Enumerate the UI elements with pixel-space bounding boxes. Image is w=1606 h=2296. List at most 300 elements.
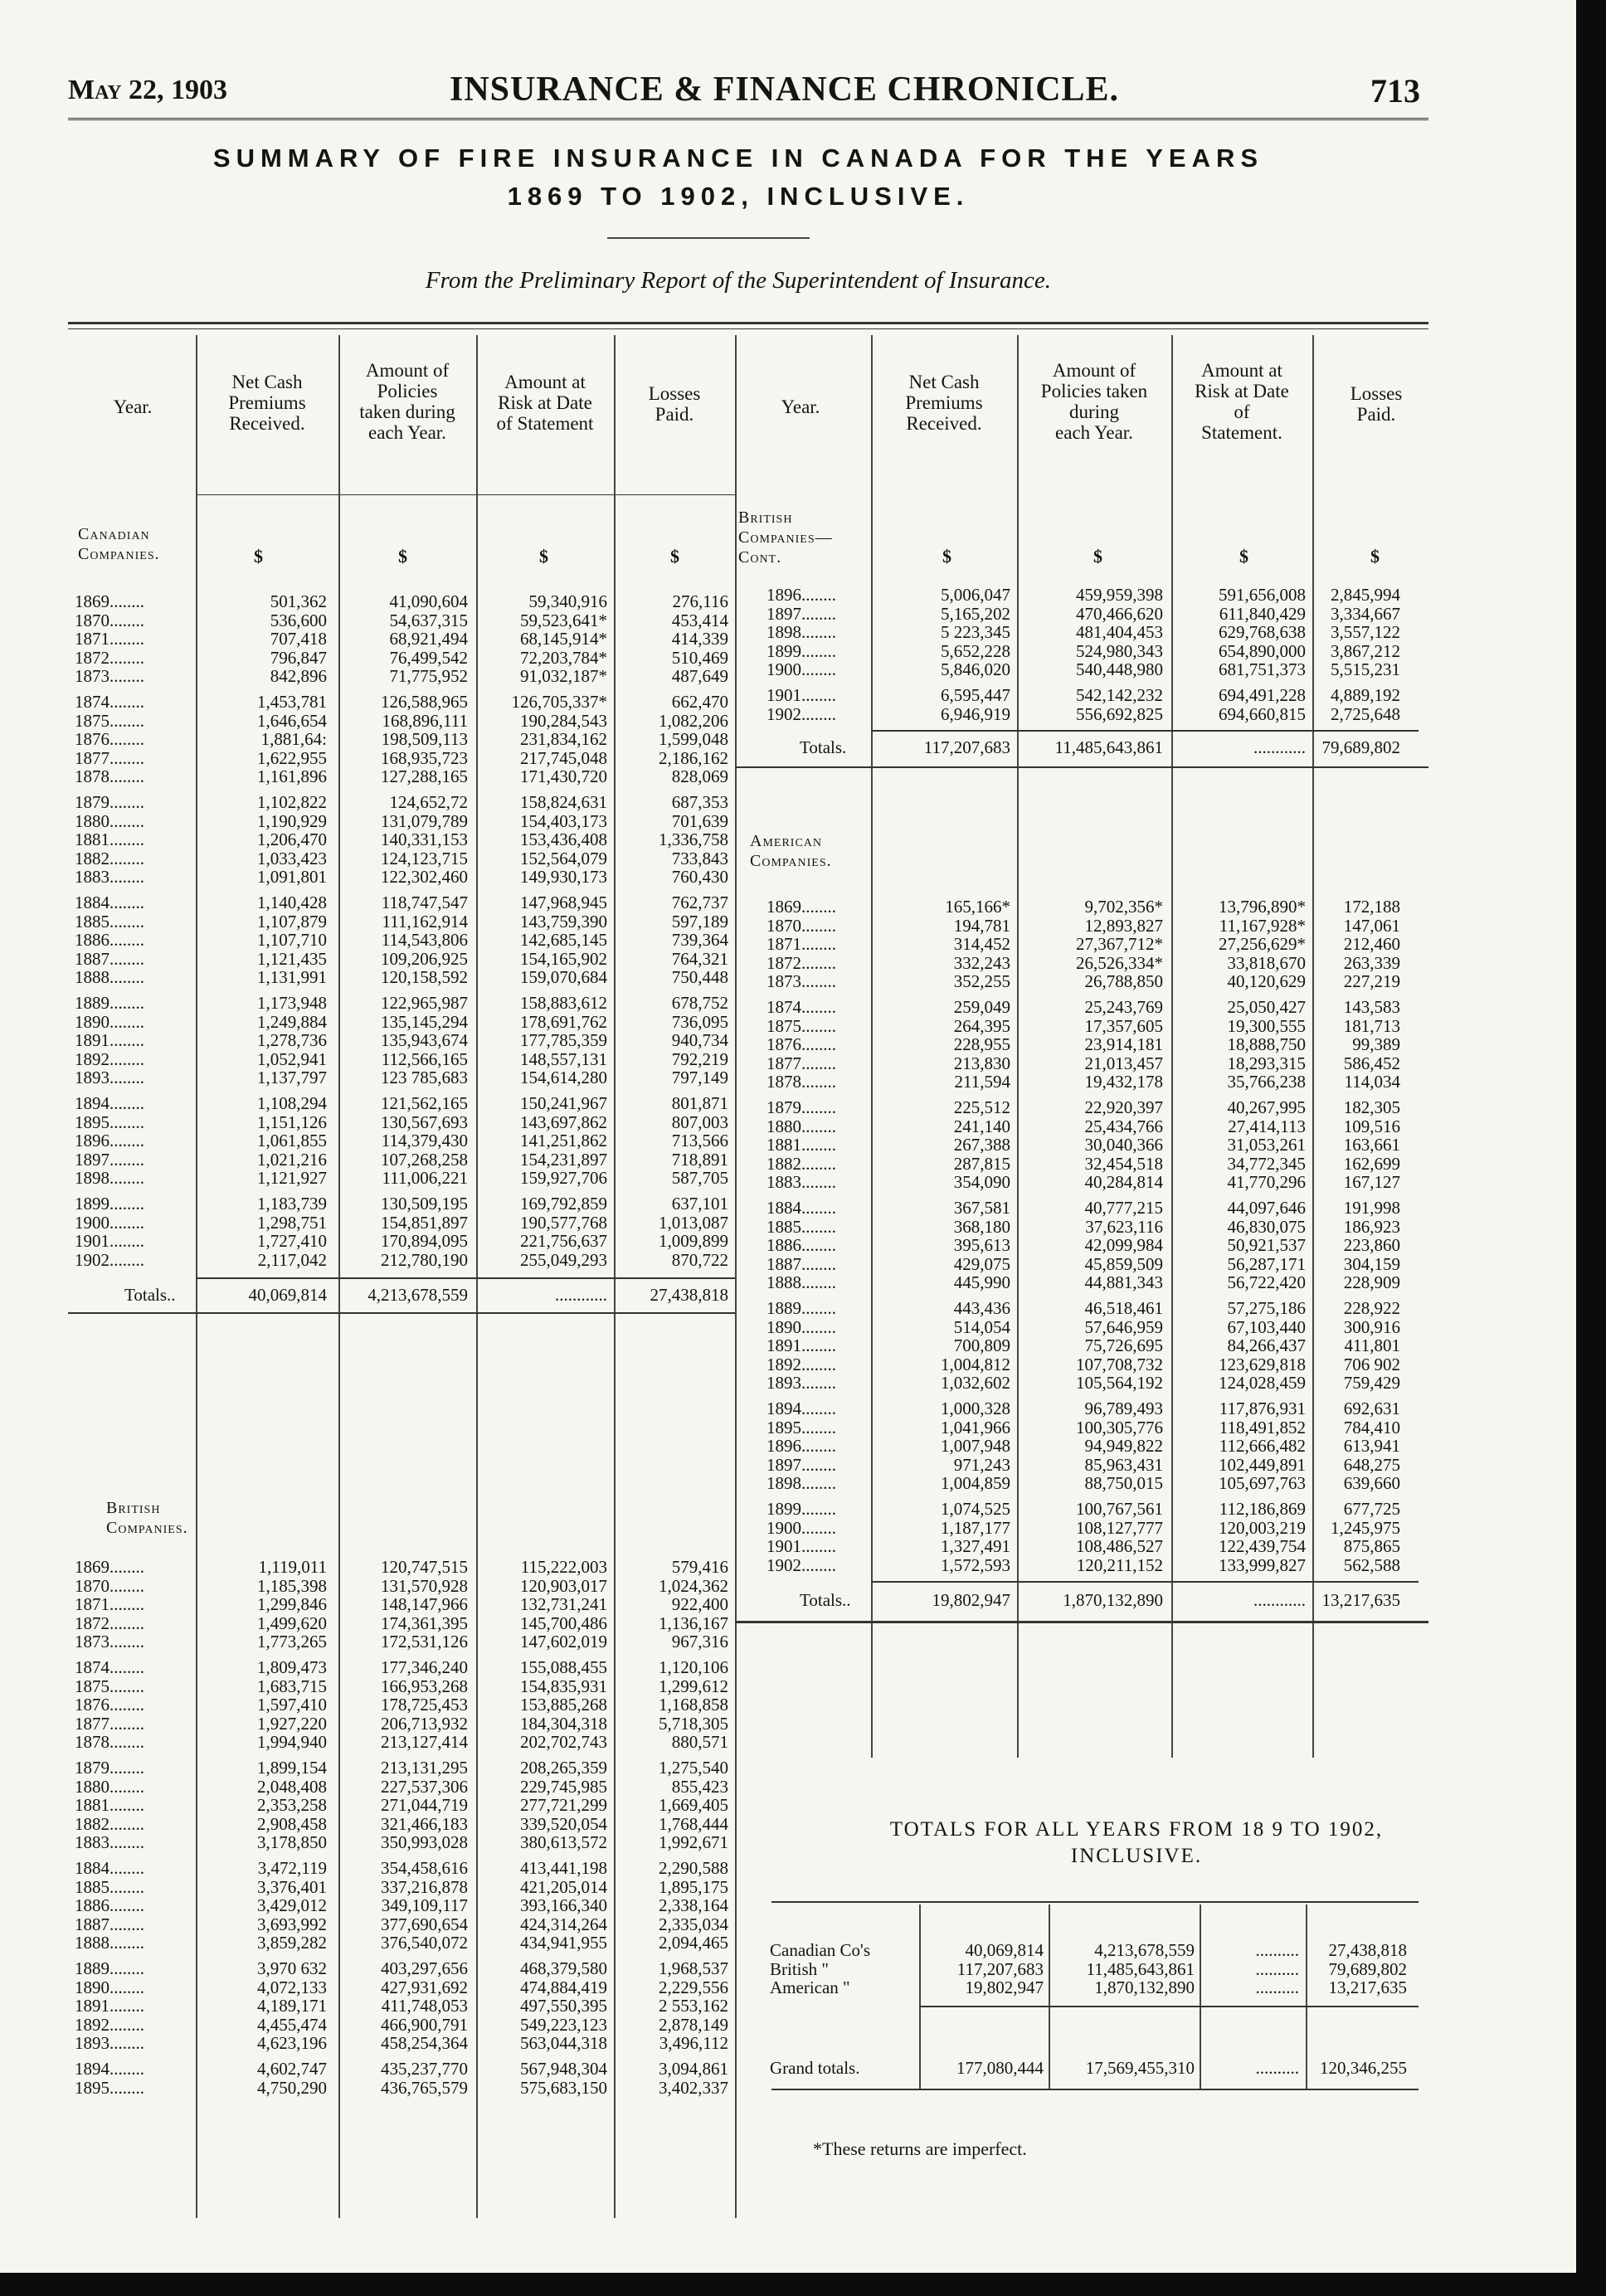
premiums-cell: 1,499,620 bbox=[257, 1613, 327, 1633]
risk-cell: 68,145,914* bbox=[520, 629, 607, 649]
losses-cell: 411,801 bbox=[1344, 1335, 1400, 1356]
premiums-cell: 1,187,177 bbox=[941, 1517, 1010, 1538]
header-year-right bbox=[738, 396, 863, 417]
section-british-cont-line: Companies— bbox=[738, 528, 833, 547]
risk-cell: 177,785,359 bbox=[520, 1030, 607, 1051]
risk-cell: 221,756,637 bbox=[520, 1231, 607, 1252]
grand-totals-title-line-2: INCLUSIVE. bbox=[1070, 1845, 1203, 1867]
losses-cell: 27,438,818 bbox=[1328, 1940, 1407, 1960]
losses-cell: 922,400 bbox=[671, 1594, 728, 1615]
policies-cell: 19,432,178 bbox=[1084, 1072, 1163, 1092]
premiums-cell: 1,131,991 bbox=[257, 967, 327, 988]
header-risk-left bbox=[478, 372, 612, 434]
losses-cell: 162,699 bbox=[1343, 1153, 1400, 1174]
section-american-line: American bbox=[750, 832, 823, 850]
british-row bbox=[0, 1632, 1606, 1651]
premiums-cell: 395,613 bbox=[953, 1235, 1010, 1256]
year-cell: 1895........ bbox=[75, 2077, 144, 2098]
american-row bbox=[0, 1318, 1606, 1336]
american-row bbox=[0, 1519, 1606, 1537]
policies-cell: 321,466,183 bbox=[381, 1813, 468, 1834]
section-american-line: Companies. bbox=[750, 852, 832, 870]
grand-row-label: American " bbox=[770, 1977, 850, 1998]
risk-cell: .......... bbox=[1255, 1940, 1299, 1960]
premiums-cell: 1,041,966 bbox=[941, 1417, 1010, 1437]
risk-cell: 118,491,852 bbox=[1219, 1417, 1306, 1437]
losses-cell: 713,566 bbox=[671, 1131, 728, 1151]
risk-cell: 115,222,003 bbox=[520, 1557, 607, 1577]
year-cell: 1876........ bbox=[766, 1034, 836, 1055]
premiums-cell: 3,429,012 bbox=[257, 1895, 327, 1916]
risk-cell: 153,436,408 bbox=[520, 829, 607, 850]
year-cell: 1880........ bbox=[75, 1776, 144, 1797]
policies-cell: 435,237,770 bbox=[381, 2059, 468, 2079]
premiums-cell: 536,600 bbox=[270, 610, 327, 630]
policies-cell: 154,851,897 bbox=[381, 1212, 468, 1233]
premiums-cell: 40,069,814 bbox=[965, 1940, 1044, 1960]
risk-cell: 105,697,763 bbox=[1219, 1473, 1306, 1494]
premiums-cell: 3,693,992 bbox=[257, 1914, 327, 1934]
premiums-cell: 445,990 bbox=[953, 1272, 1010, 1293]
year-cell: 1900........ bbox=[75, 1212, 144, 1233]
policies-cell: 350,993,028 bbox=[381, 1832, 468, 1853]
risk-cell: 190,577,768 bbox=[520, 1212, 607, 1233]
premiums-cell: 5 223,345 bbox=[941, 622, 1010, 643]
risk-cell: 27,256,629* bbox=[1219, 934, 1306, 955]
losses-cell: 1,599,048 bbox=[659, 729, 728, 750]
losses-cell: 1,336,758 bbox=[659, 829, 728, 850]
year-cell: 1891........ bbox=[75, 1996, 144, 2016]
losses-cell: 3,867,212 bbox=[1331, 640, 1400, 661]
losses-cell: 750,448 bbox=[671, 967, 728, 988]
losses-cell: 870,722 bbox=[671, 1249, 728, 1270]
risk-cell: 145,700,486 bbox=[520, 1613, 607, 1633]
losses-cell: 4,889,192 bbox=[1331, 685, 1400, 705]
policies-cell: 100,305,776 bbox=[1076, 1417, 1163, 1437]
risk-cell: 158,883,612 bbox=[520, 993, 607, 1013]
section-british-cont-line: Cont. bbox=[738, 548, 782, 567]
losses-cell: 762,737 bbox=[671, 893, 728, 912]
losses-cell: 639,660 bbox=[1343, 1473, 1400, 1494]
grand-rule-mid bbox=[919, 2006, 1419, 2007]
losses-cell: 1,009,899 bbox=[659, 1231, 728, 1252]
american-row bbox=[0, 954, 1606, 972]
header-year-left bbox=[75, 396, 191, 417]
policies-cell: 107,708,732 bbox=[1076, 1354, 1163, 1374]
policies-cell: 96,789,493 bbox=[1084, 1399, 1163, 1418]
losses-cell: 3,557,122 bbox=[1331, 622, 1400, 643]
american-row bbox=[0, 1456, 1606, 1474]
year-cell: 1902........ bbox=[75, 1249, 144, 1270]
year-cell: 1898........ bbox=[766, 622, 836, 643]
losses-cell: 5,515,231 bbox=[1331, 659, 1400, 680]
premiums-cell: 1,121,927 bbox=[257, 1168, 327, 1189]
year-cell: 1899........ bbox=[766, 1499, 836, 1519]
risk-cell: 72,203,784* bbox=[520, 647, 607, 668]
premiums-cell: 3,178,850 bbox=[257, 1832, 327, 1853]
premiums-cell: 1,107,879 bbox=[257, 911, 327, 932]
risk-cell: .......... bbox=[1255, 1977, 1299, 1998]
risk-cell: 56,287,171 bbox=[1227, 1253, 1306, 1274]
year-cell: 1885........ bbox=[75, 911, 144, 932]
policies-cell: 212,780,190 bbox=[381, 1249, 468, 1270]
british-cont-row bbox=[0, 686, 1606, 704]
issue-date: May 22, 1903 bbox=[68, 75, 228, 105]
losses-cell: 613,941 bbox=[1343, 1436, 1400, 1457]
publication-name: INSURANCE & FINANCE CHRONICLE. bbox=[450, 71, 1120, 109]
losses-cell: 276,116 bbox=[672, 591, 728, 611]
header-year-left-line: Year. bbox=[113, 396, 153, 417]
losses-cell: 648,275 bbox=[1343, 1454, 1400, 1475]
year-cell: 1888........ bbox=[75, 1933, 144, 1953]
policies-cell: 75,726,695 bbox=[1084, 1335, 1163, 1356]
premiums-cell: 259,049 bbox=[953, 997, 1010, 1017]
premiums-cell: 1,327,491 bbox=[941, 1536, 1010, 1557]
policies-cell: 9,702,356* bbox=[1084, 897, 1163, 917]
policies-cell: 46,518,461 bbox=[1084, 1298, 1163, 1318]
losses-cell: 687,353 bbox=[671, 792, 728, 812]
premiums-cell: 117,207,683 bbox=[956, 1958, 1044, 1979]
losses-cell: 792,219 bbox=[671, 1048, 728, 1069]
premiums-cell: 1,994,940 bbox=[257, 1732, 327, 1753]
losses-cell: 414,339 bbox=[671, 629, 728, 649]
losses-cell: 718,891 bbox=[671, 1149, 728, 1170]
losses-cell: 99,389 bbox=[1352, 1034, 1400, 1055]
year-cell: 1878........ bbox=[75, 766, 144, 787]
losses-cell: 300,916 bbox=[1343, 1316, 1400, 1337]
risk-cell: 468,379,580 bbox=[520, 1958, 607, 1978]
risk-cell: 339,520,054 bbox=[520, 1813, 607, 1834]
losses-cell: 940,734 bbox=[671, 1030, 728, 1051]
premiums-cell: 1,622,955 bbox=[257, 747, 327, 768]
totals-label: Totals.. bbox=[124, 1285, 176, 1306]
header-premiums-right bbox=[873, 372, 1015, 434]
policies-cell: 403,297,656 bbox=[381, 1958, 468, 1978]
year-cell: 1899........ bbox=[766, 640, 836, 661]
policies-cell: 377,690,654 bbox=[381, 1914, 468, 1934]
risk-cell: 11,167,928* bbox=[1219, 915, 1306, 936]
policies-cell: 107,268,258 bbox=[381, 1149, 468, 1170]
american-row bbox=[0, 1098, 1606, 1116]
year-cell: 1889........ bbox=[766, 1298, 836, 1318]
risk-cell: 208,265,359 bbox=[520, 1758, 607, 1778]
losses-cell: 1,275,540 bbox=[659, 1758, 728, 1778]
policies-cell: 109,206,925 bbox=[381, 948, 468, 969]
losses-cell: 562,588 bbox=[1343, 1554, 1400, 1575]
losses-cell: 2,186,162 bbox=[659, 747, 728, 768]
year-cell: 1878........ bbox=[75, 1732, 144, 1753]
losses-cell: 2,094,465 bbox=[659, 1933, 728, 1953]
section-british-cont bbox=[738, 508, 833, 567]
losses-cell: 2,338,164 bbox=[659, 1895, 728, 1916]
year-cell: 1902........ bbox=[766, 1554, 836, 1575]
american-totals-row bbox=[0, 1591, 1606, 1609]
premiums-cell: 3,472,119 bbox=[257, 1858, 327, 1878]
losses-cell: 597,189 bbox=[671, 911, 728, 932]
losses-cell: 487,649 bbox=[671, 666, 728, 687]
risk-cell: 152,564,079 bbox=[520, 848, 607, 868]
premiums-cell: 1,004,812 bbox=[941, 1354, 1010, 1374]
premiums-cell: 3,376,401 bbox=[257, 1876, 327, 1897]
policies-cell: 1,870,132,890 bbox=[1094, 1977, 1195, 1998]
header-premiums-left-line: Premiums bbox=[228, 392, 306, 413]
header-risk-right-line: Amount at bbox=[1201, 360, 1282, 381]
footnote: *These returns are imperfect. bbox=[813, 2138, 1027, 2159]
year-cell: 1889........ bbox=[75, 993, 144, 1013]
year-cell: 1884........ bbox=[75, 893, 144, 912]
losses-cell: 263,339 bbox=[1343, 952, 1400, 973]
american-row bbox=[0, 1218, 1606, 1236]
policies-cell: 470,466,620 bbox=[1076, 603, 1163, 624]
policies-cell: 168,935,723 bbox=[381, 747, 468, 768]
policies-cell: 4,213,678,559 bbox=[1094, 1940, 1195, 1960]
policies-cell: 41,090,604 bbox=[389, 591, 468, 611]
losses-cell: 143,583 bbox=[1343, 997, 1400, 1017]
premiums-cell: 1,007,948 bbox=[941, 1436, 1010, 1457]
risk-cell: 148,557,131 bbox=[520, 1048, 607, 1069]
dollar-sign-4: $ bbox=[942, 546, 951, 567]
header-premiums-left-line: Net Cash bbox=[231, 372, 303, 392]
year-cell: 1879........ bbox=[75, 1758, 144, 1778]
premiums-cell: 1,773,265 bbox=[257, 1632, 327, 1652]
risk-cell: 143,697,862 bbox=[520, 1112, 607, 1132]
losses-cell: 733,843 bbox=[671, 848, 728, 868]
losses-cell: 2,335,034 bbox=[659, 1914, 728, 1934]
policies-cell: 88,750,015 bbox=[1084, 1473, 1163, 1494]
header-policies-left-line: Amount of bbox=[365, 360, 450, 381]
header-year-right-line: Year. bbox=[781, 396, 820, 417]
year-cell: 1897........ bbox=[766, 603, 836, 624]
risk-cell: 31,053,261 bbox=[1227, 1135, 1306, 1155]
year-cell: 1896........ bbox=[766, 585, 836, 605]
year-cell: 1876........ bbox=[75, 729, 144, 750]
header-policies-left-line: taken during bbox=[359, 401, 455, 422]
american-row bbox=[0, 1299, 1606, 1317]
header-risk-right-line: Statement. bbox=[1201, 422, 1282, 443]
risk-cell: 147,602,019 bbox=[520, 1632, 607, 1652]
risk-cell: 184,304,318 bbox=[520, 1713, 607, 1734]
losses-cell: 167,127 bbox=[1343, 1172, 1400, 1193]
header-policies-right-line: Policies taken bbox=[1040, 381, 1148, 401]
header-risk-left-line: Risk at Date bbox=[498, 392, 592, 413]
losses-cell: 759,429 bbox=[1343, 1373, 1400, 1394]
table-top-rule-2 bbox=[68, 328, 1428, 329]
year-cell: 1892........ bbox=[75, 2014, 144, 2035]
policies-cell: 213,131,295 bbox=[381, 1758, 468, 1778]
british-row bbox=[0, 2016, 1606, 2034]
premiums-cell: 1,140,428 bbox=[257, 893, 327, 912]
policies-cell: 17,569,455,310 bbox=[1085, 2058, 1195, 2078]
risk-cell: 169,792,859 bbox=[520, 1194, 607, 1214]
policies-total: 11,485,643,861 bbox=[1054, 737, 1163, 758]
section-british-line: Companies. bbox=[106, 1519, 188, 1537]
totals-label: Totals.. bbox=[800, 1590, 851, 1611]
year-cell: 1887........ bbox=[75, 948, 144, 969]
american-row bbox=[0, 1355, 1606, 1374]
premiums-cell: 1,004,859 bbox=[941, 1473, 1010, 1494]
risk-cell: 217,745,048 bbox=[520, 747, 607, 768]
grand-row-label: Canadian Co's bbox=[770, 1940, 871, 1960]
risk-cell: 190,284,543 bbox=[520, 710, 607, 731]
losses-cell: 875,865 bbox=[1343, 1536, 1400, 1557]
british-cont-row bbox=[0, 586, 1606, 604]
premiums-cell: 1,646,654 bbox=[257, 710, 327, 731]
header-bottom-rule-left bbox=[196, 494, 735, 495]
risk-cell: 654,890,000 bbox=[1219, 640, 1306, 661]
policies-cell: 120,747,515 bbox=[381, 1557, 468, 1577]
premiums-cell: 1,298,751 bbox=[257, 1212, 327, 1233]
year-cell: 1882........ bbox=[75, 848, 144, 868]
canadian-row bbox=[0, 849, 1606, 868]
premiums-cell: 228,955 bbox=[953, 1034, 1010, 1055]
policies-cell: 436,765,579 bbox=[381, 2077, 468, 2098]
policies-cell: 168,896,111 bbox=[382, 710, 468, 731]
premiums-cell: 1,249,884 bbox=[257, 1011, 327, 1032]
risk-cell: 132,731,241 bbox=[520, 1594, 607, 1615]
american-row bbox=[0, 1554, 1606, 1577]
year-cell: 1876........ bbox=[75, 1695, 144, 1715]
year-cell: 1877........ bbox=[766, 1053, 836, 1073]
year-cell: 1890........ bbox=[75, 1011, 144, 1032]
premiums-cell: 264,395 bbox=[953, 1015, 1010, 1036]
year-cell: 1892........ bbox=[766, 1354, 836, 1374]
risk-cell: 112,666,482 bbox=[1219, 1436, 1306, 1457]
british-row bbox=[0, 1677, 1606, 1695]
header-risk-left-line: of Statement bbox=[496, 413, 594, 434]
risk-total: ............ bbox=[1253, 1590, 1306, 1611]
section-canadian-line: Canadian bbox=[78, 525, 150, 543]
american-row bbox=[0, 1054, 1606, 1073]
risk-cell: 694,491,228 bbox=[1219, 685, 1306, 705]
american-row bbox=[0, 1035, 1606, 1053]
grand-totals-total-row bbox=[0, 2059, 1606, 2077]
premiums-cell: 1,809,473 bbox=[257, 1657, 327, 1677]
losses-cell: 678,752 bbox=[671, 993, 728, 1013]
subtitle: From the Preliminary Report of the Superintendent of Insurance. bbox=[425, 267, 1052, 294]
year-cell: 1900........ bbox=[766, 659, 836, 680]
year-cell: 1880........ bbox=[766, 1116, 836, 1136]
losses-cell: 2,229,556 bbox=[659, 1977, 728, 1997]
premiums-cell: 2,353,258 bbox=[257, 1795, 327, 1816]
risk-cell: 56,722,420 bbox=[1227, 1272, 1306, 1293]
premiums-total: 19,802,947 bbox=[932, 1590, 1010, 1611]
grand-row-label: British " bbox=[770, 1958, 829, 1979]
premiums-cell: 1,173,948 bbox=[257, 993, 327, 1013]
year-cell: 1890........ bbox=[75, 1977, 144, 1997]
risk-cell: 202,702,743 bbox=[520, 1732, 607, 1753]
american-row bbox=[0, 1500, 1606, 1518]
risk-total: ............ bbox=[555, 1285, 607, 1306]
premiums-cell: 1,727,410 bbox=[257, 1231, 327, 1252]
premiums-cell: 5,846,020 bbox=[941, 659, 1010, 680]
year-cell: 1877........ bbox=[75, 747, 144, 768]
year-cell: 1878........ bbox=[766, 1072, 836, 1092]
header-losses-right-line: Paid. bbox=[1356, 404, 1396, 425]
losses-cell: 3,334,667 bbox=[1331, 603, 1400, 624]
premiums-cell: 1,572,593 bbox=[941, 1554, 1010, 1575]
losses-cell: 109,516 bbox=[1343, 1116, 1400, 1136]
premiums-cell: 1,107,710 bbox=[257, 930, 327, 951]
losses-cell: 3,402,337 bbox=[659, 2077, 728, 2098]
premiums-cell: 314,452 bbox=[953, 934, 1010, 955]
risk-cell: 694,660,815 bbox=[1219, 703, 1306, 724]
premiums-cell: 4,189,171 bbox=[257, 1996, 327, 2016]
policies-cell: 111,006,221 bbox=[382, 1168, 468, 1189]
year-cell: 1872........ bbox=[766, 952, 836, 973]
policies-cell: 23,914,181 bbox=[1084, 1034, 1163, 1055]
american-row bbox=[0, 917, 1606, 935]
year-cell: 1879........ bbox=[766, 1097, 836, 1117]
risk-cell: 154,231,897 bbox=[520, 1149, 607, 1170]
losses-cell: 807,003 bbox=[671, 1112, 728, 1132]
premiums-cell: 177,080,444 bbox=[956, 2058, 1044, 2078]
premiums-cell: 352,255 bbox=[953, 971, 1010, 992]
year-cell: 1875........ bbox=[75, 1676, 144, 1696]
policies-cell: 112,566,165 bbox=[381, 1048, 468, 1069]
policies-cell: 71,775,952 bbox=[389, 666, 468, 687]
dollar-sign-3: $ bbox=[670, 546, 679, 567]
year-cell: 1901........ bbox=[766, 685, 836, 705]
year-cell: 1885........ bbox=[766, 1216, 836, 1237]
losses-cell: 967,316 bbox=[671, 1632, 728, 1652]
policies-cell: 108,127,777 bbox=[1076, 1517, 1163, 1538]
year-cell: 1901........ bbox=[75, 1231, 144, 1252]
losses-cell: 114,034 bbox=[1344, 1072, 1400, 1092]
policies-cell: 178,725,453 bbox=[381, 1695, 468, 1715]
risk-cell: 19,300,555 bbox=[1227, 1015, 1306, 1036]
header-risk-left-line: Amount at bbox=[504, 372, 586, 392]
losses-cell: 1,013,087 bbox=[659, 1212, 728, 1233]
dollar-sign-1: $ bbox=[398, 546, 407, 567]
premiums-cell: 2,908,458 bbox=[257, 1813, 327, 1834]
year-cell: 1897........ bbox=[766, 1454, 836, 1475]
policies-cell: 540,448,980 bbox=[1076, 659, 1163, 680]
risk-cell: 155,088,455 bbox=[520, 1657, 607, 1677]
year-cell: 1886........ bbox=[766, 1235, 836, 1256]
policies-cell: 118,747,547 bbox=[381, 893, 468, 912]
losses-cell: 3,094,861 bbox=[659, 2059, 728, 2079]
year-cell: 1882........ bbox=[75, 1813, 144, 1834]
year-cell: 1899........ bbox=[75, 1194, 144, 1214]
british-cont-row bbox=[0, 605, 1606, 623]
risk-cell: 59,340,916 bbox=[528, 591, 607, 611]
section-canadian bbox=[78, 524, 160, 564]
premiums-cell: 796,847 bbox=[270, 647, 327, 668]
premiums-cell: 1,108,294 bbox=[257, 1093, 327, 1113]
policies-cell: 30,040,366 bbox=[1084, 1135, 1163, 1155]
premiums-cell: 367,581 bbox=[953, 1198, 1010, 1218]
policies-cell: 124,652,72 bbox=[389, 792, 468, 812]
year-cell: 1894........ bbox=[766, 1399, 836, 1418]
year-cell: 1884........ bbox=[766, 1198, 836, 1218]
policies-cell: 198,509,113 bbox=[381, 729, 468, 750]
year-cell: 1898........ bbox=[766, 1473, 836, 1494]
risk-cell: 34,772,345 bbox=[1227, 1153, 1306, 1174]
year-cell: 1874........ bbox=[766, 997, 836, 1017]
year-cell: 1885........ bbox=[75, 1876, 144, 1897]
policies-cell: 124,123,715 bbox=[381, 848, 468, 868]
year-cell: 1889........ bbox=[75, 1958, 144, 1978]
losses-cell: 579,416 bbox=[671, 1557, 728, 1577]
year-cell: 1872........ bbox=[75, 647, 144, 668]
american-row bbox=[0, 1255, 1606, 1273]
policies-cell: 174,361,395 bbox=[381, 1613, 468, 1633]
risk-cell: 150,241,967 bbox=[520, 1093, 607, 1113]
british-row bbox=[0, 1658, 1606, 1676]
losses-cell: 880,571 bbox=[671, 1732, 728, 1753]
losses-total: 27,438,818 bbox=[650, 1285, 728, 1306]
american-row bbox=[0, 1537, 1606, 1555]
